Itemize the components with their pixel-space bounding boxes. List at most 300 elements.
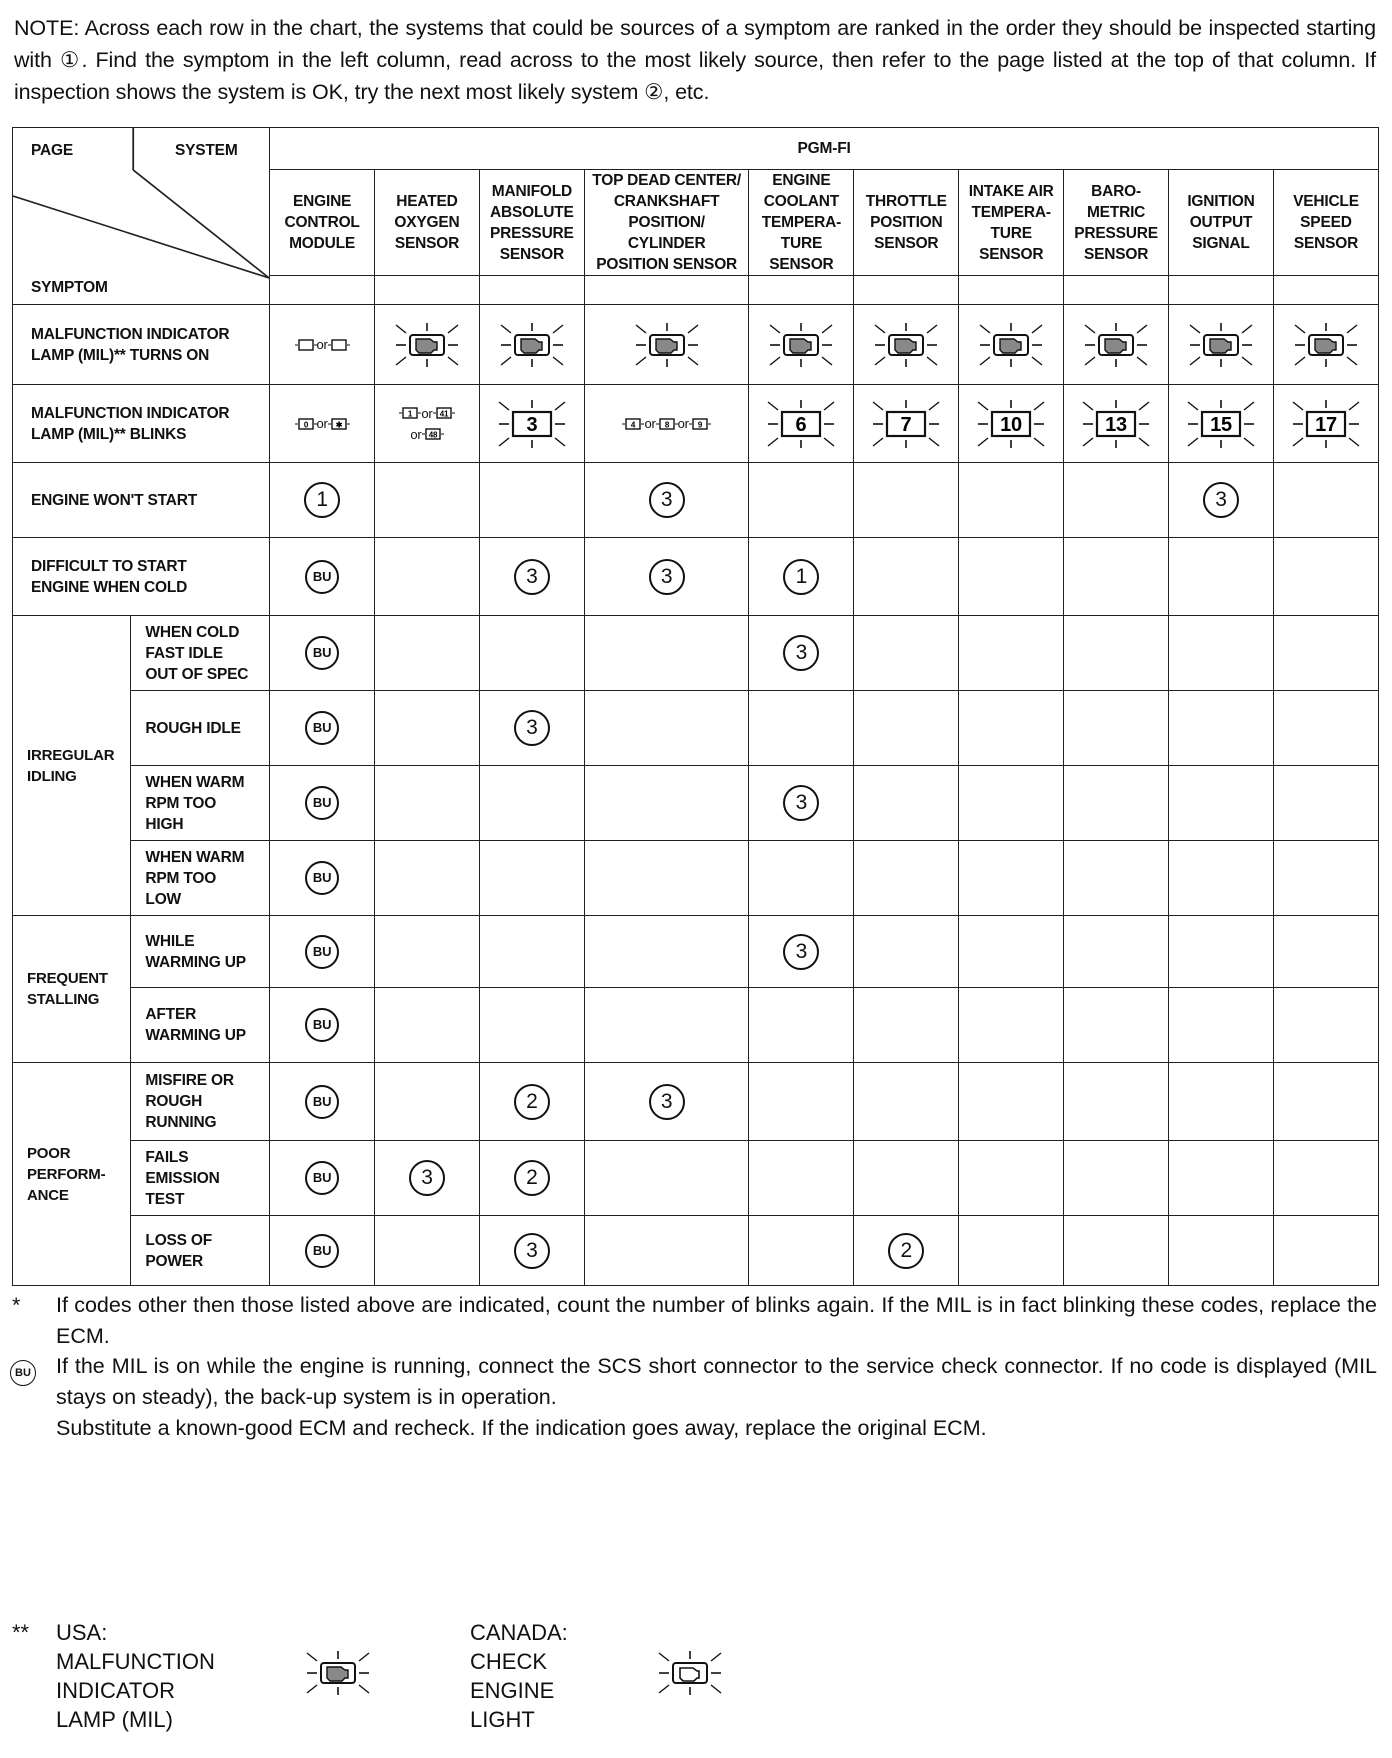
circled-number-icon: 3 xyxy=(514,710,550,746)
page-ref-cell xyxy=(1064,276,1169,305)
cell xyxy=(1064,766,1169,841)
page-ref-cell xyxy=(375,276,480,305)
column-header xyxy=(479,170,584,276)
symptom-row xyxy=(13,916,1379,988)
page-ref-cell xyxy=(854,276,959,305)
column-header-line: OUTPUT xyxy=(1189,214,1253,231)
circled-number-icon: 3 xyxy=(514,559,550,595)
cell xyxy=(584,988,749,1063)
cell xyxy=(1273,538,1378,616)
cell xyxy=(959,463,1064,538)
bu-circle-icon: BU xyxy=(305,1161,339,1195)
symptom-row xyxy=(13,841,1379,916)
or-text: or xyxy=(316,416,328,431)
ecm-blink-cell xyxy=(270,385,375,463)
cell xyxy=(375,691,480,766)
cell xyxy=(479,988,584,1063)
group-label-line: FREQUENT xyxy=(27,970,108,987)
check-engine-lamp-icon xyxy=(375,305,480,385)
cell xyxy=(479,916,584,988)
bu-circle-icon: BU xyxy=(305,935,339,969)
cell xyxy=(270,1141,375,1216)
blinking-code-icon xyxy=(1064,385,1169,463)
column-header-line: CYLINDER xyxy=(627,235,706,252)
footnote-star-text: If codes other then those listed above are indicated, count the number of blinks again. If the MIL is in fact blinking these codes, replace the ECM. xyxy=(56,1293,1377,1348)
cell xyxy=(1273,1216,1378,1286)
footnote-star xyxy=(12,1290,1377,1352)
svg-text:1: 1 xyxy=(408,409,413,419)
cell xyxy=(959,691,1064,766)
column-header-line: INTAKE AIR xyxy=(968,182,1054,200)
row-label-line: WHILE xyxy=(145,932,195,950)
svg-text:0: 0 xyxy=(303,420,308,430)
footnote-bu-text: If the MIL is on while the engine is running, connect the SCS short connector to the service check connector. If no code is displayed (MIL stays on steady), the back-up system is in operation. xyxy=(56,1354,1377,1409)
circled-number-icon: 3 xyxy=(409,1160,445,1196)
code-number: 6 xyxy=(795,413,807,436)
cell xyxy=(270,766,375,841)
row-label-line: ROUGH IDLE xyxy=(145,719,241,737)
cell xyxy=(375,463,480,538)
cell xyxy=(584,538,749,616)
row-label-line: FAST IDLE xyxy=(145,644,223,662)
cell xyxy=(375,841,480,916)
column-header-line: PRESSURE xyxy=(490,224,574,242)
circled-number-icon: 3 xyxy=(514,1233,550,1269)
blinking-code-icon xyxy=(749,385,854,463)
header-symptom: SYMPTOM xyxy=(31,279,108,296)
row-label-line: MALFUNCTION INDICATOR xyxy=(31,325,230,343)
cell xyxy=(584,841,749,916)
cell xyxy=(1064,1063,1169,1141)
row-label-line: ENGINE WON'T START xyxy=(31,491,197,509)
row-label xyxy=(131,916,270,988)
cell xyxy=(854,463,959,538)
cell xyxy=(959,766,1064,841)
svg-text:8: 8 xyxy=(664,420,669,430)
cell xyxy=(270,916,375,988)
cell xyxy=(1169,1063,1274,1141)
code-number: 3 xyxy=(526,413,538,436)
cell xyxy=(375,616,480,691)
legend-usa-line: MALFUNCTION xyxy=(56,1649,215,1674)
legend-usa-line: LAMP (MIL) xyxy=(56,1707,173,1732)
column-header-line: OXYGEN xyxy=(394,214,460,231)
cell xyxy=(1273,1141,1378,1216)
cell xyxy=(854,1216,959,1286)
ho2s-blink-cell xyxy=(375,385,480,463)
column-header xyxy=(1169,170,1274,276)
cell xyxy=(1064,1141,1169,1216)
cell xyxy=(1064,916,1169,988)
cell xyxy=(1064,616,1169,691)
cell xyxy=(959,916,1064,988)
cell xyxy=(375,766,480,841)
symptom-row xyxy=(13,463,1379,538)
bu-circle-icon: BU xyxy=(305,711,339,745)
column-header-line: ENGINE xyxy=(292,193,352,210)
cell xyxy=(584,1063,749,1141)
row-label-line: WARMING UP xyxy=(145,953,246,971)
row-label-line: ENGINE WHEN COLD xyxy=(31,578,188,596)
cell xyxy=(270,616,375,691)
row-label-line: TEST xyxy=(145,1190,185,1208)
check-engine-lamp-icon xyxy=(479,305,584,385)
cell xyxy=(749,616,854,691)
cell xyxy=(270,841,375,916)
or-text: or xyxy=(677,416,689,431)
row-label-line: LAMP (MIL)** BLINKS xyxy=(31,425,187,443)
row-label xyxy=(13,538,270,616)
group-label-poor xyxy=(13,1063,131,1286)
column-header-line: TEMPERA- xyxy=(761,214,842,231)
row-label-line: MISFIRE OR xyxy=(145,1072,234,1089)
column-header-line: SENSOR xyxy=(1083,245,1149,263)
cell xyxy=(1169,463,1274,538)
row-label-line: AFTER xyxy=(145,1006,197,1023)
ecm-mil-on-cell xyxy=(270,305,375,385)
circled-number-icon: 1 xyxy=(783,559,819,595)
svg-text:41: 41 xyxy=(439,409,448,419)
cell xyxy=(1273,841,1378,916)
row-label xyxy=(131,1216,270,1286)
row-label-line: EMISSION xyxy=(145,1169,220,1187)
legend-mark: ** xyxy=(12,1620,30,1645)
row-label-mil-on xyxy=(13,305,270,385)
column-header-line: TURE xyxy=(780,235,823,252)
page-ref-cell xyxy=(1273,276,1378,305)
column-header-line: POSITION/ xyxy=(628,214,705,231)
column-header-line: MODULE xyxy=(289,235,356,252)
column-header-line: POSITION xyxy=(870,214,943,231)
row-label-line: FAILS xyxy=(145,1148,189,1166)
cell xyxy=(1169,766,1274,841)
check-engine-lamp-icon xyxy=(1169,305,1274,385)
symptom-row xyxy=(13,538,1379,616)
cell xyxy=(749,916,854,988)
column-header xyxy=(270,170,375,276)
page-ref-cell xyxy=(1169,276,1274,305)
blinking-code-icon xyxy=(1273,385,1378,463)
row-label-line: WARMING UP xyxy=(145,1027,246,1044)
code-number: 15 xyxy=(1210,413,1232,436)
cell xyxy=(1273,988,1378,1063)
row-label xyxy=(13,463,270,538)
row-label xyxy=(131,766,270,841)
cell xyxy=(375,1063,480,1141)
cell xyxy=(1169,916,1274,988)
cell xyxy=(959,616,1064,691)
row-label-line: LAMP (MIL)** TURNS ON xyxy=(31,346,210,364)
header-system: SYSTEM xyxy=(175,142,238,159)
column-header xyxy=(584,170,749,276)
cell xyxy=(584,916,749,988)
bu-circle-icon: BU xyxy=(305,1234,339,1268)
column-header-line: SENSOR xyxy=(394,235,460,252)
group-label-line: IDLING xyxy=(27,767,77,785)
row-label-line: POWER xyxy=(145,1252,203,1270)
column-header xyxy=(1273,170,1378,276)
cell xyxy=(1273,616,1378,691)
footnote-bu-text-2: Substitute a known-good ECM and recheck. If the indication goes away, replace the original ECM. xyxy=(56,1416,987,1440)
circled-number-icon: 3 xyxy=(649,482,685,518)
symptom-row xyxy=(13,988,1379,1063)
cell xyxy=(375,1141,480,1216)
symptom-row xyxy=(13,1216,1379,1286)
group-label-stalling xyxy=(13,916,131,1063)
row-label-line: ROUGH xyxy=(145,1093,203,1110)
column-header-line: BARO- xyxy=(1091,182,1141,200)
cell xyxy=(854,1063,959,1141)
row-label-line: RPM TOO xyxy=(145,794,217,812)
column-header xyxy=(749,170,854,276)
cell xyxy=(479,1141,584,1216)
row-label-line: LOSS OF xyxy=(145,1231,213,1249)
column-header-line: HEATED xyxy=(396,193,458,210)
cell xyxy=(749,1141,854,1216)
circled-number-icon: 3 xyxy=(649,1084,685,1120)
column-header xyxy=(959,170,1064,276)
header-page: PAGE xyxy=(31,142,73,159)
group-label-line: PERFORM- xyxy=(27,1165,106,1183)
row-label-line: WHEN WARM xyxy=(145,848,245,866)
column-header-line: SENSOR xyxy=(1293,235,1359,252)
row-label-mil-blinks xyxy=(13,385,270,463)
cell xyxy=(1273,916,1378,988)
circled-number-icon: 3 xyxy=(1203,482,1239,518)
row-label xyxy=(131,988,270,1063)
cell xyxy=(584,691,749,766)
cell xyxy=(854,538,959,616)
column-header-line: VEHICLE xyxy=(1293,193,1359,210)
row-label-line: LOW xyxy=(145,890,181,908)
cell xyxy=(479,766,584,841)
row-label-line: RPM TOO xyxy=(145,869,217,887)
cell xyxy=(479,691,584,766)
cell xyxy=(854,1141,959,1216)
cell xyxy=(584,1216,749,1286)
column-header-line: TURE xyxy=(990,224,1032,242)
cell xyxy=(959,538,1064,616)
cell xyxy=(749,463,854,538)
column-header-line: IGNITION xyxy=(1187,193,1255,210)
cell xyxy=(270,1063,375,1141)
column-header-line: POSITION SENSOR xyxy=(596,256,738,273)
column-header-line: THROTTLE xyxy=(865,193,947,210)
cell xyxy=(479,841,584,916)
page-ref-cell xyxy=(959,276,1064,305)
circled-number-icon: 3 xyxy=(649,559,685,595)
or-text: or xyxy=(316,337,328,352)
cell xyxy=(1064,538,1169,616)
cell xyxy=(1169,841,1274,916)
row-label-line: OUT OF SPEC xyxy=(145,665,249,683)
header-group-pgm-fi: PGM-FI xyxy=(270,128,1379,170)
circled-number-icon: 2 xyxy=(888,1233,924,1269)
symptom-row xyxy=(13,766,1379,841)
column-header-line: SENSOR xyxy=(769,256,834,273)
row-label-line: RUNNING xyxy=(145,1114,217,1131)
check-engine-lamp-icon xyxy=(959,305,1064,385)
cell xyxy=(749,538,854,616)
cell xyxy=(1064,691,1169,766)
cell xyxy=(1169,988,1274,1063)
group-label-irregular xyxy=(13,616,131,916)
cell xyxy=(270,691,375,766)
circled-number-icon: 3 xyxy=(783,785,819,821)
column-header xyxy=(1064,170,1169,276)
map-blink-cell xyxy=(479,385,584,463)
svg-text:4: 4 xyxy=(631,420,636,430)
column-header xyxy=(375,170,480,276)
cell xyxy=(1273,691,1378,766)
page-ref-cell xyxy=(479,276,584,305)
cell xyxy=(1064,988,1169,1063)
cell xyxy=(749,841,854,916)
check-engine-lamp-icon xyxy=(1273,305,1378,385)
cell xyxy=(270,463,375,538)
or-text: or xyxy=(421,405,433,421)
group-label-line: ANCE xyxy=(27,1186,69,1204)
bu-circle-icon: BU xyxy=(305,786,339,820)
svg-text:9: 9 xyxy=(697,420,702,430)
row-label xyxy=(131,1141,270,1216)
header-corner xyxy=(13,128,270,305)
cell xyxy=(854,841,959,916)
column-header-line: METRIC xyxy=(1086,203,1146,221)
row-label xyxy=(131,691,270,766)
cell xyxy=(749,691,854,766)
cell xyxy=(854,988,959,1063)
footnote-bu xyxy=(12,1351,1377,1444)
row-label-line: WHEN COLD xyxy=(145,623,240,641)
cell xyxy=(749,1063,854,1141)
cell xyxy=(854,766,959,841)
circled-number-icon: 3 xyxy=(783,635,819,671)
cell xyxy=(959,1063,1064,1141)
legend-canada-line: LIGHT xyxy=(470,1707,535,1732)
page-ref-cell xyxy=(749,276,854,305)
cell xyxy=(749,988,854,1063)
svg-text:✱: ✱ xyxy=(335,420,342,430)
circled-number-icon: 2 xyxy=(514,1160,550,1196)
troubleshooting-chart xyxy=(12,127,1379,1286)
cell xyxy=(854,916,959,988)
circled-number-icon: 1 xyxy=(304,482,340,518)
legend-canada-line: CHECK xyxy=(470,1649,548,1674)
cell xyxy=(479,616,584,691)
group-label-line: POOR xyxy=(27,1144,71,1162)
footnote-star-mark: * xyxy=(12,1293,21,1317)
cell xyxy=(584,616,749,691)
cell xyxy=(1169,691,1274,766)
code-number: 10 xyxy=(1000,413,1023,436)
symptom-row xyxy=(13,1141,1379,1216)
column-header-line: SPEED xyxy=(1300,214,1352,231)
cell xyxy=(959,841,1064,916)
blinking-code-icon xyxy=(959,385,1064,463)
bu-circle-icon: BU xyxy=(305,861,339,895)
column-header-line: PRESSURE xyxy=(1074,224,1158,242)
cell xyxy=(270,538,375,616)
column-header-line: SENSOR xyxy=(979,245,1044,263)
or-text: or xyxy=(644,416,656,431)
column-header-line: COOLANT xyxy=(763,193,840,210)
column-header-line: MANIFOLD xyxy=(491,182,572,200)
legend-usa-line: USA: xyxy=(56,1620,108,1645)
column-header-line: SENSOR xyxy=(874,235,939,252)
cell xyxy=(584,1141,749,1216)
cell xyxy=(1169,1141,1274,1216)
cell xyxy=(1273,766,1378,841)
cell xyxy=(749,1216,854,1286)
legend-canada-line: CANADA: xyxy=(470,1620,568,1645)
cell xyxy=(584,463,749,538)
cell xyxy=(854,616,959,691)
bu-circle-icon: BU xyxy=(305,636,339,670)
cell xyxy=(1169,616,1274,691)
row-label xyxy=(131,616,270,691)
cell xyxy=(375,988,480,1063)
engine-outline-lamp-icon xyxy=(642,1640,738,1706)
check-engine-lamp-icon xyxy=(1064,305,1169,385)
cell xyxy=(1169,1216,1274,1286)
row-label xyxy=(131,841,270,916)
legend-usa-line: INDICATOR xyxy=(56,1678,175,1703)
group-label-line: IRREGULAR xyxy=(27,746,115,764)
cell xyxy=(1064,841,1169,916)
tdc-blink-cell xyxy=(584,385,749,463)
cell xyxy=(1064,463,1169,538)
bu-circle-icon: BU xyxy=(305,1008,339,1042)
cell xyxy=(1273,1063,1378,1141)
column-header-line: SIGNAL xyxy=(1192,235,1250,252)
code-number: 17 xyxy=(1315,413,1337,436)
column-header xyxy=(854,170,959,276)
legend-usa xyxy=(56,1618,215,1734)
column-header-line: SENSOR xyxy=(499,245,564,263)
row-label-line: MALFUNCTION INDICATOR xyxy=(31,404,230,422)
check-engine-lamp-icon xyxy=(290,1640,386,1706)
cell xyxy=(854,691,959,766)
cell xyxy=(375,916,480,988)
cell xyxy=(479,1063,584,1141)
column-header-line: ABSOLUTE xyxy=(490,203,574,221)
cell xyxy=(749,766,854,841)
page-ref-cell xyxy=(270,276,375,305)
group-label-line: STALLING xyxy=(27,991,100,1008)
symptom-row xyxy=(13,1063,1379,1141)
circled-number-icon: 3 xyxy=(783,934,819,970)
or-text: or xyxy=(410,426,422,442)
row-label-line: DIFFICULT TO START xyxy=(31,557,187,575)
check-engine-lamp-icon xyxy=(854,305,959,385)
row-label xyxy=(131,1063,270,1141)
bu-circle-icon: BU xyxy=(305,560,339,594)
check-engine-lamp-icon xyxy=(749,305,854,385)
cell xyxy=(270,988,375,1063)
page-ref-cell xyxy=(584,276,749,305)
cell xyxy=(479,463,584,538)
cell xyxy=(959,1141,1064,1216)
column-header-line: CRANKSHAFT xyxy=(613,193,720,210)
row-label-line: HIGH xyxy=(145,815,184,833)
cell xyxy=(1064,1216,1169,1286)
cell xyxy=(479,538,584,616)
cell xyxy=(1273,463,1378,538)
cell xyxy=(584,766,749,841)
svg-text:48: 48 xyxy=(428,430,437,440)
legend-canada-line: ENGINE xyxy=(470,1678,555,1703)
